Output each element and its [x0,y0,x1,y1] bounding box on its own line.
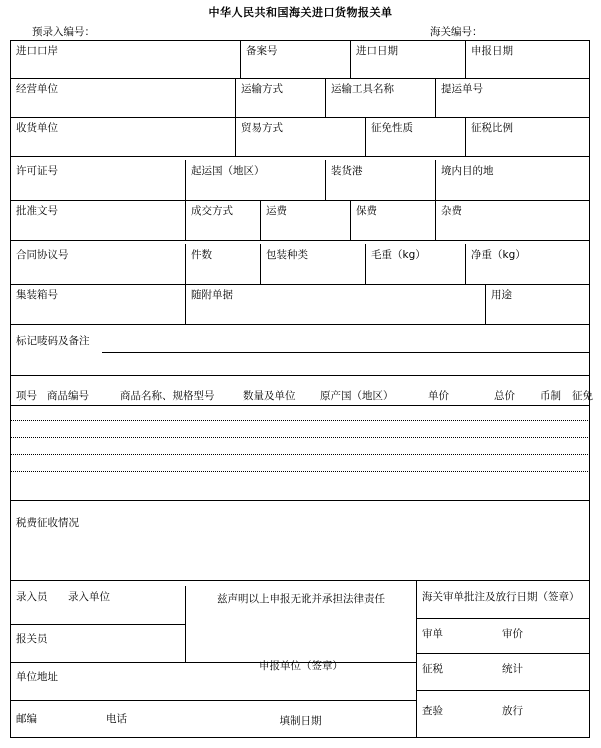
field-transaction-mode[interactable]: 成交方式 [191,205,233,217]
goods-row-separator [10,420,590,421]
divider [365,244,366,284]
divider [10,500,590,501]
divider [260,244,261,284]
field-import-port[interactable]: 进口口岸 [16,45,58,57]
field-unit-address[interactable]: 单位地址 [16,671,58,683]
field-approval-no[interactable]: 批准文号 [16,205,58,217]
divider [102,352,590,353]
page-title: 中华人民共和国海关进口货物报关单 [208,6,393,19]
divider [240,40,241,78]
divider [350,200,351,240]
divider [10,375,590,376]
field-inspection[interactable]: 查验 [422,705,443,717]
field-transport-name[interactable]: 运输工具名称 [331,83,394,95]
field-container-no[interactable]: 集装箱号 [16,289,58,301]
divider [10,624,185,625]
divider [10,324,590,325]
field-fill-date[interactable]: 填制日期 [279,715,322,727]
field-departure-country[interactable]: 起运国（地区） [191,165,265,177]
goods-row-separator [10,437,590,438]
pre-entry-number-label: 预录入编号： [32,26,95,38]
divider [185,284,186,324]
col-commodity-code: 商品编号 [47,390,89,402]
divider [465,40,466,78]
field-telephone[interactable]: 电话 [106,713,127,725]
field-import-date[interactable]: 进口日期 [356,45,398,57]
field-insurance[interactable]: 保费 [356,205,377,217]
divider [325,78,326,117]
field-usage[interactable]: 用途 [491,289,512,301]
divider [435,78,436,117]
divider [235,117,236,156]
customs-number-label: 海关编号： [430,26,483,38]
field-net-weight[interactable]: 净重（kg） [471,249,526,261]
divider [10,156,590,157]
field-review-doc[interactable]: 审单 [422,628,443,640]
field-package-type[interactable]: 包装种类 [266,249,308,261]
field-statistics[interactable]: 统计 [502,663,523,675]
field-trade-mode[interactable]: 贸易方式 [241,122,283,134]
goods-row-separator [10,471,590,472]
field-misc-charges[interactable]: 杂费 [441,205,462,217]
field-transport-mode[interactable]: 运输方式 [241,83,283,95]
field-marks-and-remarks[interactable]: 标记唛码及备注 [16,335,90,347]
divider [10,580,590,581]
divider [325,160,326,200]
field-postcode[interactable]: 邮编 [16,713,37,725]
divider [10,405,590,406]
customs-review-title: 海关审单批注及放行日期（签章） [422,591,580,603]
field-declare-date[interactable]: 申报日期 [471,45,513,57]
field-tax-collection[interactable]: 税费征收情况 [16,517,79,529]
declaration-statement: 兹声明以上申报无讹并承担法律责任 [217,593,385,605]
divider [350,40,351,78]
col-item-no: 项号 [16,390,37,402]
field-entry-clerk[interactable]: 录入员 [16,591,48,603]
field-gross-weight[interactable]: 毛重（kg） [371,249,426,261]
divider [185,586,186,662]
col-levy-exemption: 征免 [572,390,593,402]
field-package-count[interactable]: 件数 [191,249,212,261]
divider [465,244,466,284]
field-consignee[interactable]: 收货单位 [16,122,58,134]
field-record-no[interactable]: 备案号 [246,45,278,57]
field-bill-of-lading-no[interactable]: 提运单号 [441,83,483,95]
field-loading-port[interactable]: 装货港 [331,165,363,177]
col-commodity-name-spec: 商品名称、规格型号 [120,390,215,402]
field-license-no[interactable]: 许可证号 [16,165,58,177]
divider [435,200,436,240]
goods-row-separator [10,454,590,455]
divider [10,700,416,701]
divider [416,618,590,619]
divider [10,240,590,241]
field-levy-exemption-nature[interactable]: 征免性质 [371,122,413,134]
divider [185,244,186,284]
divider [465,117,466,156]
field-domestic-destination[interactable]: 境内目的地 [441,165,494,177]
divider [260,200,261,240]
field-release[interactable]: 放行 [502,705,523,717]
field-entry-unit[interactable]: 录入单位 [68,591,110,603]
divider [435,160,436,200]
divider [416,653,590,654]
divider [185,200,186,240]
field-declarant[interactable]: 报关员 [16,633,48,645]
col-currency: 币制 [540,390,561,402]
divider [365,117,366,156]
divider [185,160,186,200]
field-tax-rate[interactable]: 征税比例 [471,122,513,134]
field-attached-documents[interactable]: 随附单据 [191,289,233,301]
col-total-price: 总价 [494,390,515,402]
field-operating-unit[interactable]: 经营单位 [16,83,58,95]
field-levy-tax[interactable]: 征税 [422,663,443,675]
divider [416,690,590,691]
divider [235,78,236,117]
field-freight[interactable]: 运费 [266,205,287,217]
divider [485,284,486,324]
col-origin-country: 原产国（地区） [320,390,394,402]
col-unit-price: 单价 [428,390,449,402]
field-contract-no[interactable]: 合同协议号 [16,249,69,261]
declaration-unit-seal[interactable]: 申报单位（签章） [259,660,343,672]
col-quantity-unit: 数量及单位 [243,390,296,402]
field-review-price[interactable]: 审价 [502,628,523,640]
